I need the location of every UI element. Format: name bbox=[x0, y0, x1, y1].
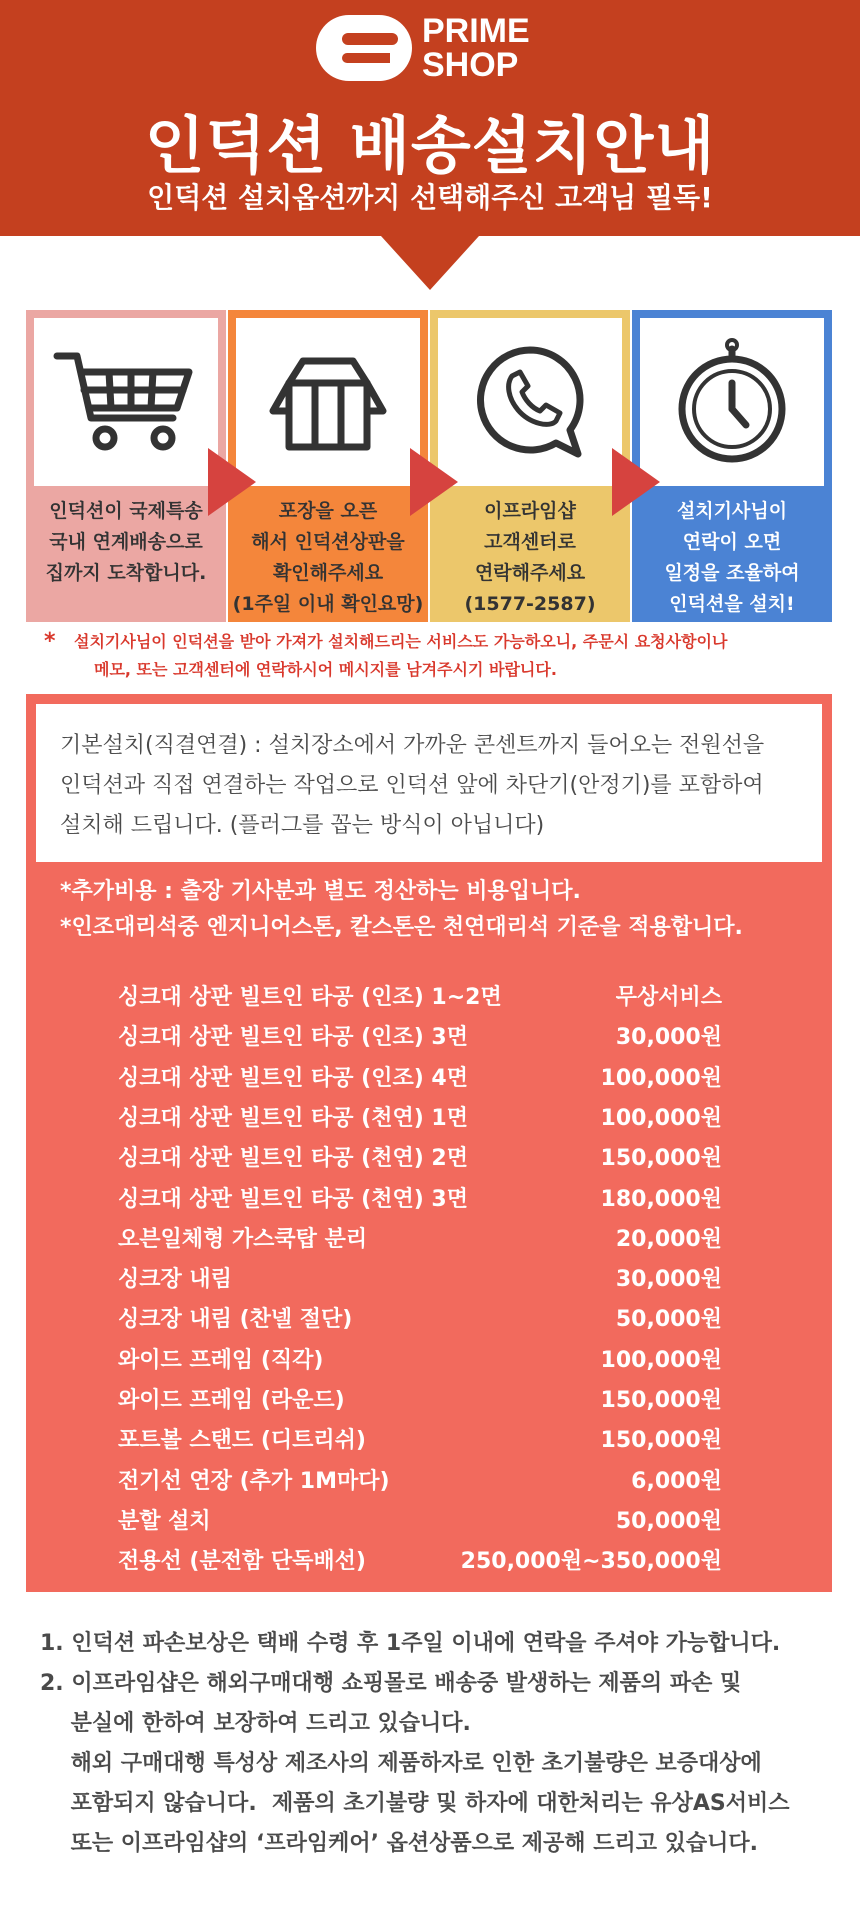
price-item-value: 6,000원 bbox=[631, 1468, 722, 1494]
footer-note-line: 포함되지 않습니다. 제품의 초기불량 및 하자에 대한처리는 유상AS서비스 bbox=[40, 1791, 790, 1816]
price-item-value: 150,000원 bbox=[600, 1428, 722, 1454]
step-arrow-icon bbox=[612, 448, 660, 516]
price-item-name: 싱크대 상판 빌트인 타공 (인조) 1~2면 bbox=[118, 985, 502, 1010]
price-item-value: 180,000원 bbox=[600, 1186, 722, 1212]
price-item-name: 싱크장 내림 bbox=[118, 1267, 232, 1293]
price-row bbox=[118, 980, 722, 1020]
step-open-box bbox=[228, 310, 428, 622]
price-row bbox=[118, 1302, 722, 1342]
header-down-arrow-icon bbox=[381, 236, 479, 290]
price-item-value: 250,000원~350,000원 bbox=[460, 1549, 722, 1575]
page-title: 인덕션 배송설치안내 bbox=[144, 109, 716, 182]
price-item-name: 전용선 (분전함 단독배선) bbox=[118, 1549, 366, 1575]
price-item-value: 30,000원 bbox=[615, 1267, 722, 1293]
footer-note-line: 1. 인덕션 파손보상은 택배 수령 후 1주일 이내에 연락을 주셔야 가능합니다. bbox=[40, 1631, 781, 1656]
price-row bbox=[118, 1141, 722, 1181]
price-row bbox=[118, 1020, 722, 1060]
price-item-name: 싱크대 상판 빌트인 타공 (인조) 4면 bbox=[118, 1065, 468, 1091]
basic-install-line: 인덕션과 직접 연결하는 작업으로 인덕션 앞에 차단기(안정기)를 포함하여 bbox=[60, 773, 764, 798]
price-item-value: 30,000원 bbox=[615, 1025, 722, 1051]
basic-install-line: 설치해 드립니다. (플러그를 꼽는 방식이 아닙니다) bbox=[60, 813, 545, 838]
price-item-name: 싱크대 상판 빌트인 타공 (천연) 3면 bbox=[118, 1186, 468, 1212]
cart-icon bbox=[51, 342, 201, 462]
price-row bbox=[118, 1544, 722, 1584]
logo-line1: PRIME bbox=[422, 12, 530, 50]
price-row bbox=[118, 1222, 722, 1262]
price-row bbox=[118, 1504, 722, 1544]
price-item-value: 20,000원 bbox=[615, 1226, 722, 1252]
price-item-value: 50,000원 bbox=[615, 1307, 722, 1333]
price-item-value: 50,000원 bbox=[615, 1508, 722, 1534]
step-contact-center-text: 이프라임샵 고객센터로 연락해주세요 (1577-2587) bbox=[464, 500, 596, 615]
price-item-name: 싱크장 내림 (찬넬 절단) bbox=[118, 1307, 353, 1333]
price-item-name: 와이드 프레임 (직각) bbox=[118, 1347, 324, 1373]
price-item-name: 싱크대 상판 빌트인 타공 (인조) 3면 bbox=[118, 1025, 468, 1051]
page-subtitle: 인덕션 설치옵션까지 선택해주신 고객님 필독! bbox=[147, 181, 713, 214]
price-item-name: 오븐일체형 가스쿡탑 분리 bbox=[118, 1226, 368, 1252]
price-item-value: 무상서비스 bbox=[615, 985, 722, 1010]
logo-e-icon bbox=[316, 15, 412, 81]
marble-note: *인조대리석중 엔지니어스톤, 칼스톤은 천연대리석 기준을 적용합니다. bbox=[60, 915, 743, 940]
footer-note-line: 해외 구매대행 특성상 제조사의 제품하자로 인한 초기불량은 보증대상에 bbox=[40, 1751, 762, 1776]
price-row bbox=[118, 1182, 722, 1222]
price-item-value: 100,000원 bbox=[600, 1105, 722, 1131]
price-row bbox=[118, 1262, 722, 1302]
step-installation-text: 설치기사님이 연락이 오면 일정을 조율하여 인덕션을 설치! bbox=[664, 500, 800, 615]
step-arrow-icon bbox=[208, 448, 256, 516]
stopwatch-icon bbox=[672, 337, 792, 467]
price-item-value: 100,000원 bbox=[600, 1065, 722, 1091]
step-open-box-text: 포장을 오픈 해서 인덕션상판을 확인해주세요 (1주일 이내 확인요망) bbox=[232, 500, 424, 615]
price-item-name: 와이드 프레임 (라운드) bbox=[118, 1388, 345, 1413]
price-item-name: 분할 설치 bbox=[118, 1508, 211, 1534]
install-price-panel bbox=[26, 694, 832, 1592]
header-banner bbox=[0, 0, 860, 236]
prime-shop-logo[interactable] bbox=[316, 14, 530, 82]
price-item-value: 100,000원 bbox=[600, 1347, 722, 1373]
price-item-name: 전기선 연장 (추가 1M마다) bbox=[118, 1468, 390, 1494]
footer-note-line: 2. 이프라임샵은 해외구매대행 쇼핑몰로 배송중 발생하는 제품의 파손 및 bbox=[40, 1671, 742, 1696]
step-installation bbox=[632, 310, 832, 622]
logo-line2: SHOP bbox=[422, 46, 519, 84]
price-item-value: 150,000원 bbox=[600, 1146, 722, 1172]
phone-chat-icon bbox=[470, 342, 590, 462]
basic-install-box bbox=[36, 704, 822, 862]
price-item-value: 150,000원 bbox=[600, 1388, 722, 1413]
price-row bbox=[118, 1343, 722, 1383]
step-delivery-text: 인덕션이 국제특송 국내 연계배송으로 집까지 도착합니다. bbox=[45, 500, 207, 584]
note-line-2: 메모, 또는 고객센터에 연락하시어 메시지를 남겨주시기 바랍니다. bbox=[94, 660, 557, 679]
step-delivery bbox=[26, 310, 226, 622]
open-box-icon bbox=[263, 347, 393, 457]
extra-cost-note: *추가비용 : 출장 기사분과 별도 정산하는 비용입니다. bbox=[60, 879, 581, 904]
price-item-name: 싱크대 상판 빌트인 타공 (천연) 2면 bbox=[118, 1146, 468, 1172]
price-item-name: 포트볼 스탠드 (디트리쉬) bbox=[118, 1428, 366, 1454]
price-row bbox=[118, 1101, 722, 1141]
price-row bbox=[118, 1061, 722, 1101]
note-line-1: 설치기사님이 인덕션을 받아 가져가 설치해드리는 서비스도 가능하오니, 주문시 요청사항이나 bbox=[74, 632, 728, 651]
basic-install-line: 기본설치(직결연결) : 설치장소에서 가까운 콘센트까지 들어오는 전원선을 bbox=[60, 733, 765, 758]
footer-note-line: 분실에 한하여 보장하여 드리고 있습니다. bbox=[40, 1711, 471, 1736]
step-contact-center bbox=[430, 310, 630, 622]
logo-text bbox=[422, 14, 530, 82]
price-row bbox=[118, 1383, 722, 1423]
asterisk-icon: * bbox=[44, 629, 56, 654]
price-row bbox=[118, 1464, 722, 1504]
step-arrow-icon bbox=[410, 448, 458, 516]
footer-note-line: 또는 이프라임샵의 ‘프라임케어’ 옵션상품으로 제공해 드리고 있습니다. bbox=[40, 1831, 758, 1856]
price-row bbox=[118, 1423, 722, 1463]
price-item-name: 싱크대 상판 빌트인 타공 (천연) 1면 bbox=[118, 1105, 468, 1131]
